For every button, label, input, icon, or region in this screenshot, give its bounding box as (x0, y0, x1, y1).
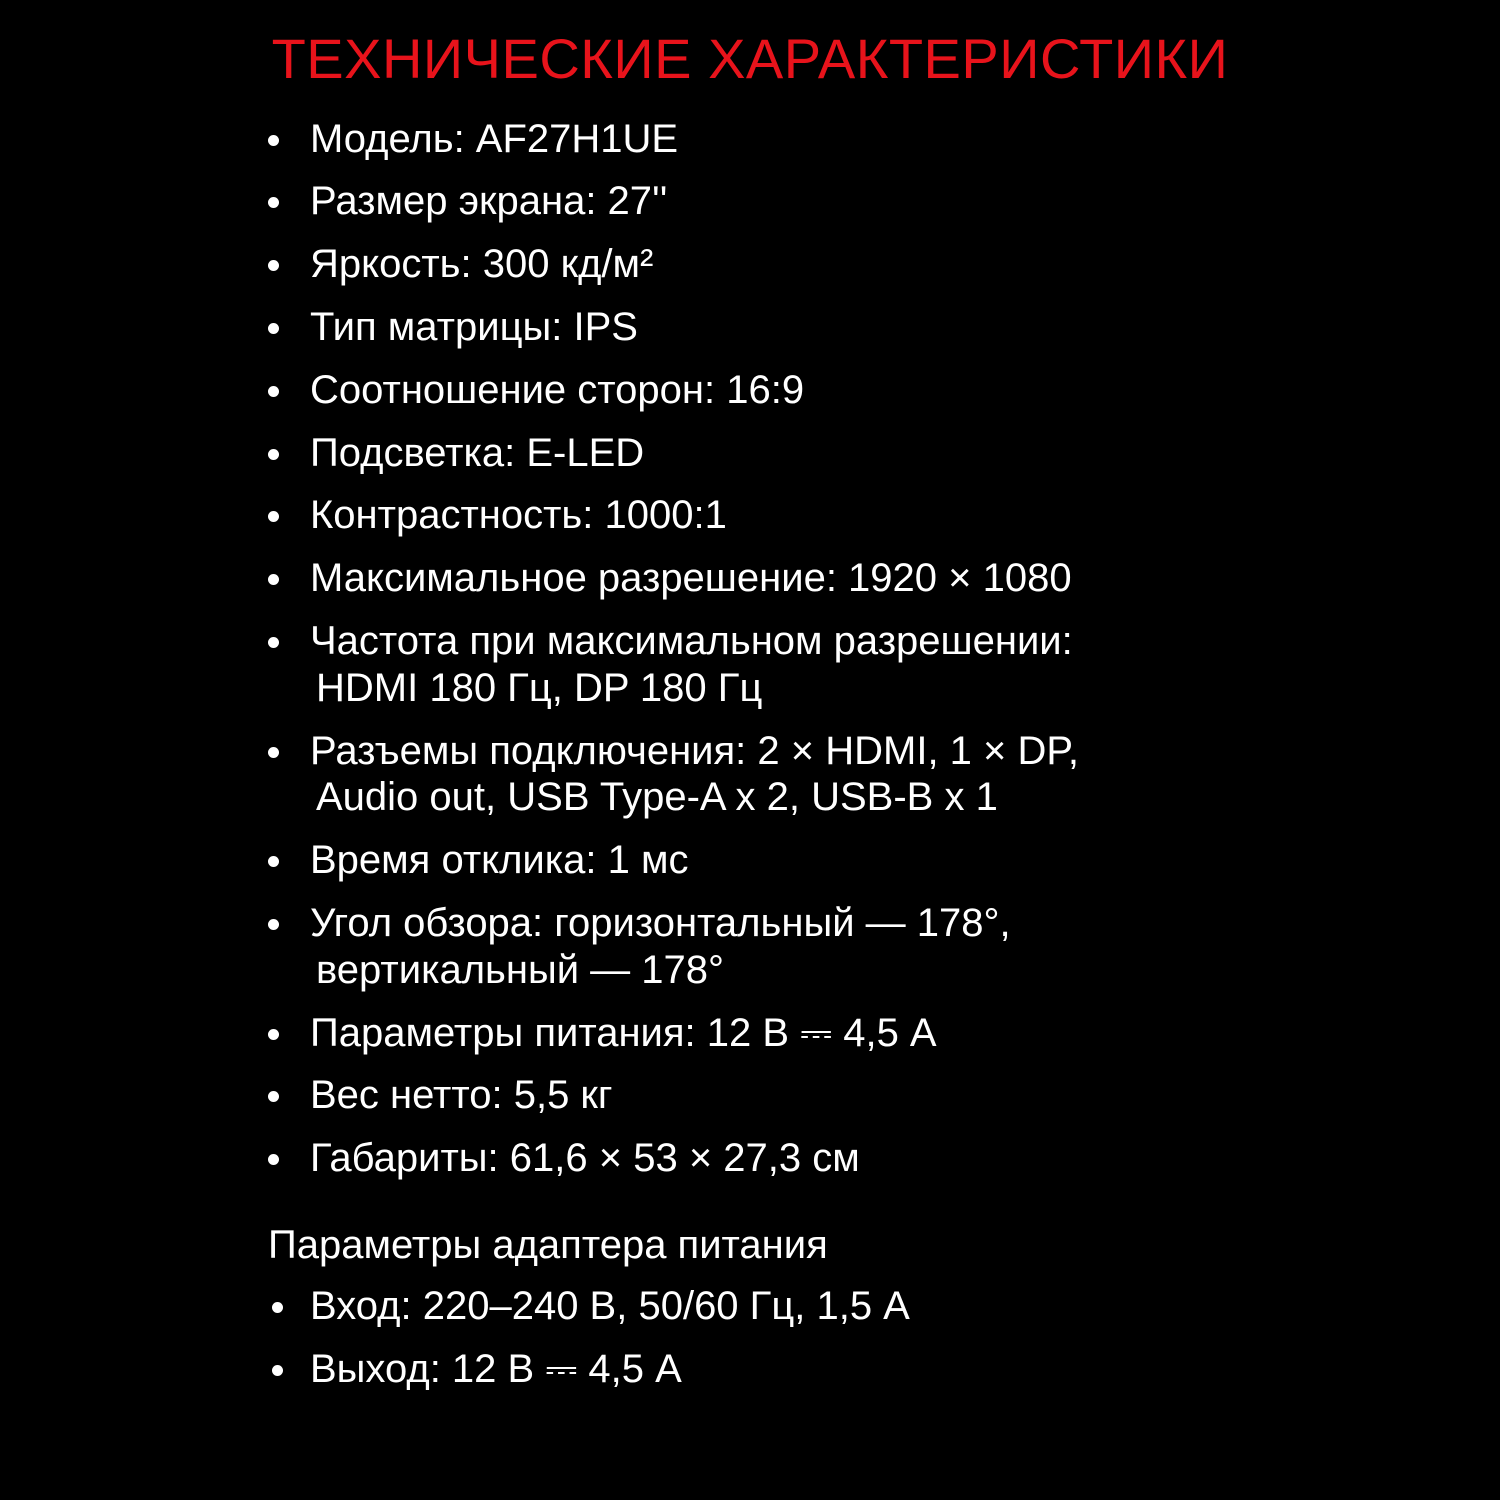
list-item (260, 116, 1430, 163)
list-item (260, 1346, 1430, 1393)
spec-text-primary: Частота при максимальном разрешении: (310, 618, 1073, 663)
power-adapter-section (70, 1222, 1430, 1392)
adapter-output-text: Выход: 12 В ⎓ 4,5 А (310, 1346, 682, 1391)
spec-text-primary: Габариты: 61,6 × 53 × 27,3 см (310, 1136, 860, 1181)
list-item (260, 304, 1430, 351)
list-item (260, 1135, 1430, 1182)
spec-text-secondary: Audio out, USB Type-A x 2, USB-B x 1 (316, 775, 998, 820)
spec-text-primary: Контрастность: 1000:1 (310, 493, 727, 538)
adapter-input-text: Вход: 220–240 В, 50/60 Гц, 1,5 А (310, 1283, 910, 1328)
spec-text-primary: Яркость: 300 кд/м² (310, 242, 654, 287)
list-item (260, 837, 1430, 884)
spec-text-primary: Соотношение сторон: 16:9 (310, 367, 805, 412)
list-item (260, 1283, 1430, 1330)
power-adapter-list (260, 1283, 1430, 1393)
spec-text-primary: Тип матрицы: IPS (310, 304, 638, 349)
list-item (260, 492, 1430, 539)
list-item (260, 430, 1430, 477)
spec-text-primary: Размер экрана: 27'' (310, 179, 668, 224)
list-item (260, 1072, 1430, 1119)
spec-text-secondary: HDMI 180 Гц, DP 180 Гц (316, 665, 763, 710)
list-item (260, 555, 1430, 602)
spec-text-primary: Максимальное разрешение: 1920 × 1080 (310, 556, 1072, 601)
power-adapter-heading: Параметры адаптера питания (268, 1222, 828, 1267)
spec-text-primary: Угол обзора: горизонтальный — 178°, (310, 900, 1011, 945)
list-item (260, 178, 1430, 225)
list-item (260, 367, 1430, 414)
spec-text-primary: Время отклика: 1 мс (310, 838, 689, 883)
page-title: ТЕХНИЧЕСКИЕ ХАРАКТЕРИСТИКИ (271, 27, 1229, 90)
spec-text-primary: Разъемы подключения: 2 × HDMI, 1 × DP, (310, 728, 1080, 773)
list-item (260, 241, 1430, 288)
list-item (260, 1010, 1430, 1057)
specifications-list (70, 116, 1430, 1182)
list-item (260, 900, 1430, 994)
spec-text-primary: Модель: AF27H1UE (310, 116, 679, 161)
spec-text-primary: Подсветка: E-LED (310, 430, 645, 475)
list-item (260, 728, 1430, 822)
spec-text-primary: Параметры питания: 12 В ⎓ 4,5 А (310, 1010, 937, 1055)
spec-text-secondary: вертикальный — 178° (316, 947, 725, 992)
spec-text-primary: Вес нетто: 5,5 кг (310, 1073, 613, 1118)
list-item (260, 618, 1430, 712)
